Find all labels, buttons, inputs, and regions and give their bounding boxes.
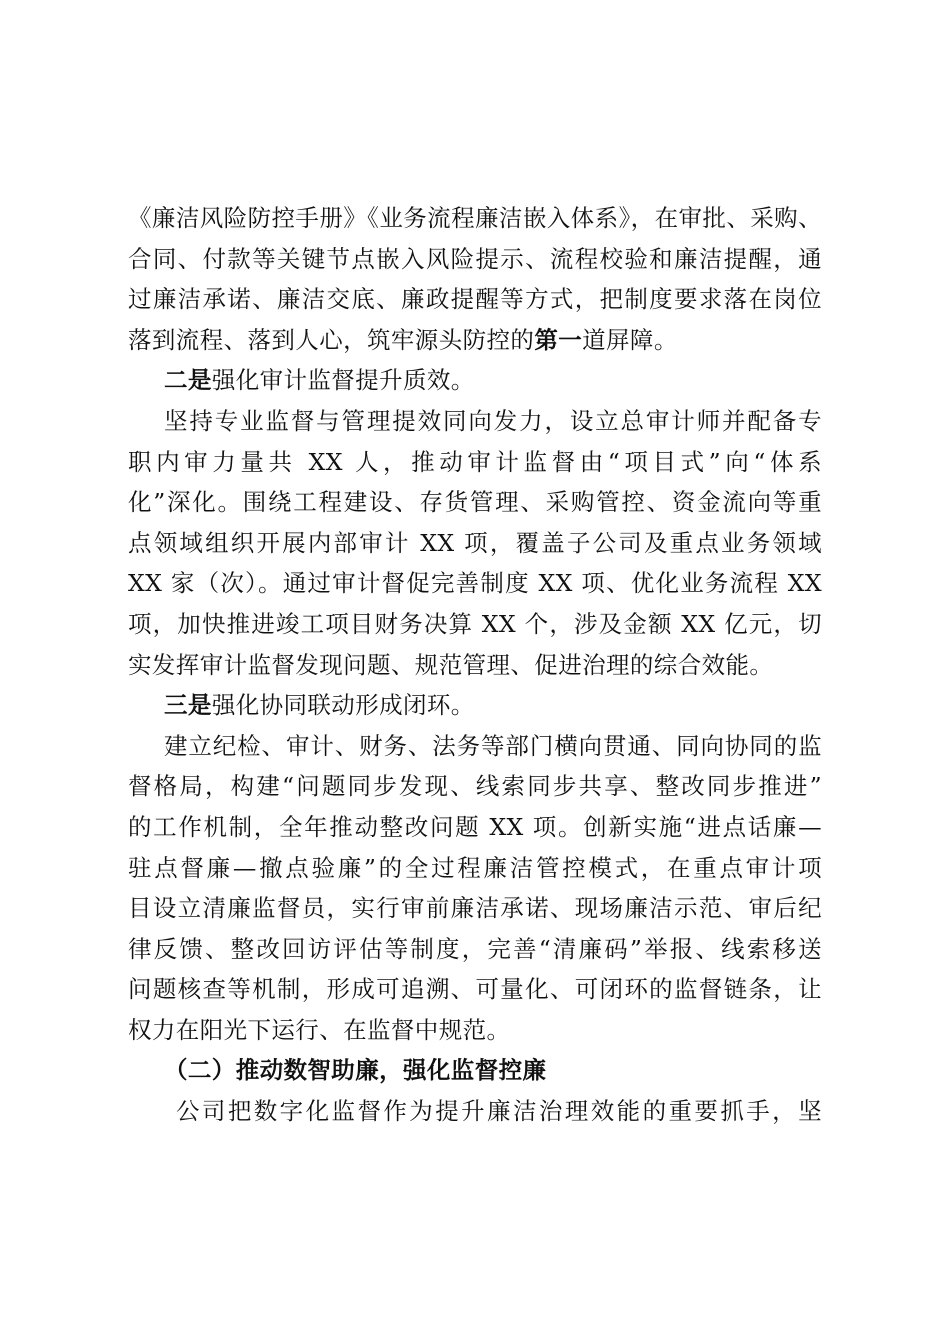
text-line: 问题核查等机制，形成可追溯、可量化、可闭环的监督链条，让 (128, 975, 822, 1004)
point-lead: 二是 (164, 366, 212, 395)
text-line: 的工作机制，全年推动整改问题 XX 项。创新实施“进点话廉— (128, 812, 822, 841)
text-run: 落到流程、落到人心，筑牢源头防控的 (128, 325, 535, 354)
text-line: XX 家（次）。通过审计督促完善制度 XX 项、优化业务流程 XX (128, 569, 822, 598)
section-heading-digital: （二）推动数智助廉，强化监督控廉 (164, 1056, 547, 1085)
text-line (128, 320, 822, 361)
text-line: 律反馈、整改回访评估等制度，完善“清廉码”举报、线索移送 (128, 934, 822, 963)
point-title: 强化协同联动形成闭环。 (211, 691, 475, 720)
text-line: 《廉洁风险防控手册》《业务流程廉洁嵌入体系》，在审批、采购、 (128, 204, 822, 232)
paragraph-audit (128, 401, 822, 685)
text-line: 目设立清廉监督员，实行审前廉洁承诺、现场廉洁示范、审后纪 (128, 894, 822, 923)
point-heading-audit (128, 360, 822, 401)
text-line: 点领域组织开展内部审计 XX 项，覆盖子公司及重点业务领域 (128, 528, 822, 557)
paragraph-coordination (128, 726, 822, 1051)
point-heading-coordination (128, 685, 822, 726)
text-line: 驻点督廉—撤点验廉”的全过程廉洁管控模式，在重点审计项 (128, 853, 822, 882)
text-line: 督格局，构建“问题同步发现、线索同步共享、整改同步推进” (128, 772, 822, 801)
point-title: 强化审计监督提升质效。 (211, 366, 475, 395)
text-line: 坚持专业监督与管理提效同向发力，设立总审计师并配备专 (164, 406, 822, 435)
text-line: 项，加快推进竣工项目财务决算 XX 个，涉及金额 XX 亿元，切 (128, 609, 822, 638)
text-line: 合同、付款等关键节点嵌入风险提示、流程校验和廉洁提醒，通 (128, 244, 822, 273)
text-line: 过廉洁承诺、廉洁交底、廉政提醒等方式，把制度要求落在岗位 (128, 285, 822, 314)
text-line: 建立纪检、审计、财务、法务等部门横向贯通、同向协同的监 (164, 731, 822, 760)
document-page (128, 198, 822, 1132)
paragraph-digital (128, 1091, 822, 1132)
point-lead: 三是 (164, 691, 212, 720)
text-run: 道屏障。 (582, 325, 678, 354)
bold-text: 第一 (534, 325, 583, 354)
text-line: 职内审力量共 XX 人，推动审计监督由“项目式”向“体系 (128, 447, 822, 476)
text-line: 实发挥审计监督发现问题、规范管理、促进治理的综合效能。 (128, 650, 774, 679)
paragraph-risk-control (128, 198, 822, 360)
text-line: 权力在阳光下运行、在监督中规范。 (128, 1015, 511, 1044)
text-line: 公司把数字化监督作为提升廉洁治理效能的重要抓手，坚 (176, 1097, 822, 1126)
text-line: 化”深化。围绕工程建设、存货管理、采购管控、资金流向等重 (128, 488, 822, 517)
